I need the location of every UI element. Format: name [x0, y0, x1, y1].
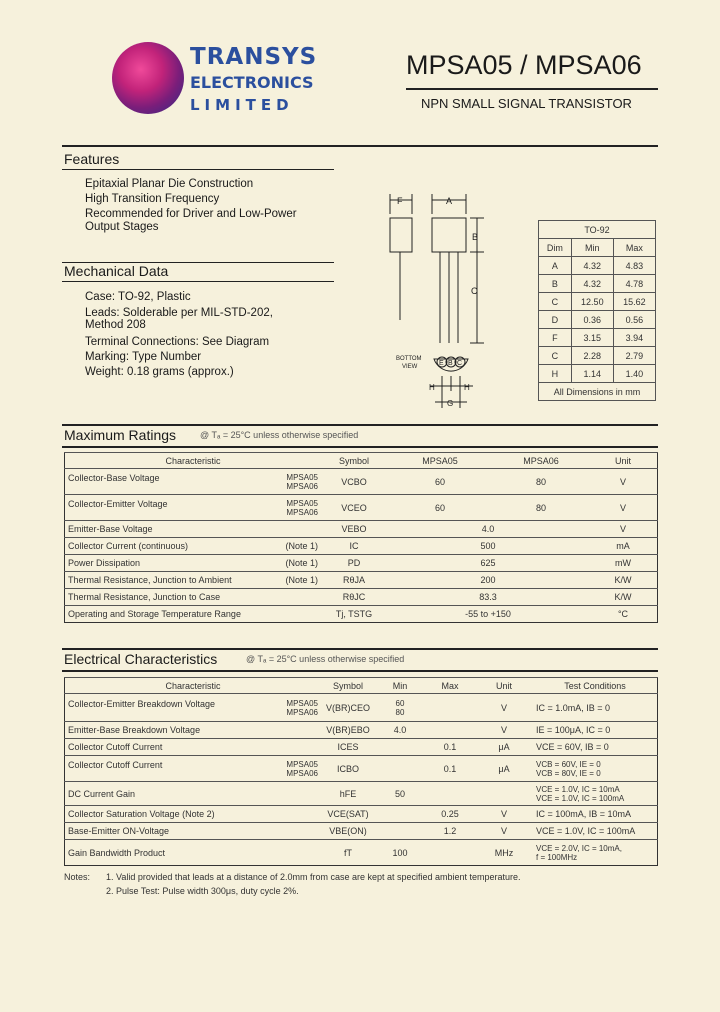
- max-ratings-condition: @ Tₐ = 25°C unless otherwise specified: [200, 430, 359, 440]
- logo-text-line2: ELECTRONICS: [190, 73, 314, 92]
- cell: VCE = 60V, IB = 0: [533, 739, 658, 756]
- col-header: Characteristic: [65, 453, 322, 469]
- part-title: MPSA05 / MPSA06: [406, 50, 642, 80]
- cell: Collector Saturation Voltage (Note 2): [65, 806, 322, 823]
- table-row: [65, 722, 658, 739]
- dim-header: Dim: [539, 239, 572, 257]
- table-row: [65, 572, 658, 589]
- cell: 625: [387, 555, 589, 572]
- package-side-body: [390, 218, 412, 252]
- elec-rule: [62, 670, 658, 672]
- max-ratings-table: [64, 452, 658, 623]
- table-row: [65, 589, 658, 606]
- cell: VCBO: [321, 469, 387, 495]
- max-ratings-rule: [62, 446, 658, 448]
- dim-cell: 0.56: [613, 311, 655, 329]
- cell: 50: [375, 782, 425, 806]
- elec-title: Electrical Characteristics: [64, 651, 218, 667]
- cell: VCE = 2.0V, IC = 10mA, f = 100MHz: [533, 840, 658, 866]
- cell: IC = 1.0mA, IB = 0: [533, 694, 658, 722]
- cell: 4.0: [387, 521, 589, 538]
- cell: Base-Emitter ON-Voltage: [65, 823, 322, 840]
- cell: VCE = 1.0V, IC = 100mA: [533, 823, 658, 840]
- table-row: [65, 739, 658, 756]
- table-row: [539, 257, 656, 275]
- cell: -55 to +150: [387, 606, 589, 623]
- dim-header: Min: [571, 239, 613, 257]
- cell: 60: [387, 495, 493, 521]
- table-row: [539, 329, 656, 347]
- package-front-body: [432, 218, 466, 252]
- col-header: Test Conditions: [533, 678, 658, 694]
- cell: VBE(ON): [321, 823, 375, 840]
- features-rule: [62, 169, 334, 170]
- cell: mW: [589, 555, 658, 572]
- mech-item: Case: TO-92, Plastic: [85, 291, 191, 303]
- cell: Thermal Resistance, Junction to Case: [65, 589, 322, 606]
- dim-cell: A: [539, 257, 572, 275]
- cell: V(BR)CEO: [321, 694, 375, 722]
- cell: μA: [475, 756, 533, 782]
- cell-note: (Note 1): [285, 558, 318, 568]
- cell-note: (Note 1): [285, 575, 318, 585]
- cell: IC: [321, 538, 387, 555]
- cell-sub: MPSA05 MPSA06: [286, 472, 318, 491]
- cell: 80: [493, 495, 589, 521]
- cell: 0.25: [425, 806, 475, 823]
- cell-sub: MPSA05 MPSA06: [286, 759, 318, 778]
- pin-label-c: C: [457, 360, 463, 367]
- feature-item: Epitaxial Planar Die Construction: [85, 178, 254, 190]
- pin-label-e: E: [439, 360, 444, 367]
- col-header: Symbol: [321, 453, 387, 469]
- table-row: [65, 538, 658, 555]
- cell: [375, 756, 425, 782]
- dim-cell: 3.94: [613, 329, 655, 347]
- cell: V: [475, 694, 533, 722]
- cell: VCE(SAT): [321, 806, 375, 823]
- cell: ICBO: [321, 756, 375, 782]
- table-row: [65, 823, 658, 840]
- cell: 1.2: [425, 823, 475, 840]
- dim-label-f: F: [397, 196, 403, 206]
- cell-sub: MPSA05 MPSA06: [286, 698, 318, 717]
- logo-text-line1: TRANSYS: [190, 44, 318, 70]
- feature-item: High Transition Frequency: [85, 193, 220, 205]
- features-list: [85, 177, 297, 235]
- table-row: [65, 694, 658, 722]
- pin-label-b: B: [448, 360, 453, 367]
- mech-item: Method 208: [85, 319, 146, 331]
- cell: [425, 694, 475, 722]
- cell-sub: MPSA05 MPSA06: [286, 498, 318, 517]
- col-header: Characteristic: [65, 678, 322, 694]
- cell: VEBO: [321, 521, 387, 538]
- cell: Collector Cutoff Current: [68, 759, 163, 770]
- max-ratings-title: Maximum Ratings: [64, 427, 177, 443]
- cell: Power Dissipation: [68, 558, 141, 568]
- col-header: MPSA05: [387, 453, 493, 469]
- dim-label-g: G: [447, 399, 454, 408]
- header-divider: [62, 145, 658, 147]
- title-rule: [406, 88, 658, 90]
- mech-item: Terminal Connections: See Diagram: [85, 336, 270, 348]
- cell: Emitter-Base Breakdown Voltage: [65, 722, 322, 739]
- table-row: [539, 365, 656, 383]
- feature-item: Output Stages: [85, 221, 159, 233]
- dimension-table: [538, 220, 656, 401]
- cell: V: [589, 469, 658, 495]
- dim-header: Max: [613, 239, 655, 257]
- table-row: [65, 806, 658, 823]
- mech-item: Marking: Type Number: [85, 351, 202, 363]
- cell: [375, 806, 425, 823]
- table-row: [65, 756, 658, 782]
- dim-label-c: C: [471, 286, 478, 296]
- col-header: Symbol: [321, 678, 375, 694]
- part-subtitle: NPN SMALL SIGNAL TRANSISTOR: [421, 96, 632, 111]
- dim-cell: 0.36: [571, 311, 613, 329]
- bottom-view-label-1: BOTTOM: [396, 356, 422, 362]
- cell: VCE = 1.0V, IC = 10mA VCE = 1.0V, IC = 100mA: [533, 782, 658, 806]
- cell-note: (Note 1): [285, 541, 318, 551]
- cell: ICES: [321, 739, 375, 756]
- table-row: [65, 469, 658, 495]
- cell: μA: [475, 739, 533, 756]
- cell: Tj, TSTG: [321, 606, 387, 623]
- cell: V: [475, 823, 533, 840]
- electrical-table: [64, 677, 658, 866]
- cell: 83.3: [387, 589, 589, 606]
- col-header: Unit: [589, 453, 658, 469]
- cell: 4.0: [375, 722, 425, 739]
- table-row: [65, 606, 658, 623]
- dim-cell: 2.79: [613, 347, 655, 365]
- mech-item: Weight: 0.18 grams (approx.): [85, 366, 234, 378]
- dim-label-h2: H: [464, 383, 470, 392]
- cell: 60 80: [375, 694, 425, 722]
- dim-cell: 3.15: [571, 329, 613, 347]
- company-logo-globe: [112, 42, 184, 114]
- cell: Collector-Base Voltage: [68, 472, 160, 483]
- dim-cell: D: [539, 311, 572, 329]
- dim-cell: B: [539, 275, 572, 293]
- mech-item: Leads: Solderable per MIL-STD-202,: [85, 307, 273, 319]
- package-outline-diagram: [380, 186, 530, 411]
- cell: 200: [387, 572, 589, 589]
- dim-cell: 1.14: [571, 365, 613, 383]
- cell: Collector-Emitter Breakdown Voltage: [68, 698, 216, 709]
- cell: °C: [589, 606, 658, 623]
- cell: PD: [321, 555, 387, 572]
- cell: K/W: [589, 572, 658, 589]
- cell: [475, 782, 533, 806]
- cell: Collector Current (continuous): [68, 541, 189, 551]
- cell: Collector Cutoff Current: [65, 739, 322, 756]
- cell: DC Current Gain: [65, 782, 322, 806]
- cell: 80: [493, 469, 589, 495]
- cell: MHz: [475, 840, 533, 866]
- cell: hFE: [321, 782, 375, 806]
- cell: Collector-Emitter Voltage: [68, 498, 168, 509]
- dim-cell: H: [539, 365, 572, 383]
- dim-cell: 4.32: [571, 257, 613, 275]
- cell: IE = 100μA, IC = 0: [533, 722, 658, 739]
- table-row: [539, 293, 656, 311]
- dim-cell: F: [539, 329, 572, 347]
- table-row: [65, 840, 658, 866]
- dim-cell: 1.40: [613, 365, 655, 383]
- elec-rule-top: [62, 648, 658, 650]
- features-title: Features: [64, 151, 120, 167]
- dim-label-b: B: [472, 232, 479, 242]
- cell: RθJA: [321, 572, 387, 589]
- cell: V(BR)EBO: [321, 722, 375, 739]
- mechanical-rule: [62, 281, 334, 282]
- cell: 0.1: [425, 756, 475, 782]
- table-row: [65, 782, 658, 806]
- dim-cell: 4.83: [613, 257, 655, 275]
- table-row: [65, 555, 658, 572]
- cell: Emitter-Base Voltage: [65, 521, 322, 538]
- table-row: [539, 275, 656, 293]
- dim-label-h1: H: [429, 383, 435, 392]
- note-item-2: 2. Pulse Test: Pulse width 300μs, duty cycle 2%.: [106, 886, 299, 896]
- mechanical-list: [85, 290, 273, 380]
- cell: [425, 782, 475, 806]
- cell: V: [589, 521, 658, 538]
- cell: IC = 100mA, IB = 10mA: [533, 806, 658, 823]
- cell: fT: [321, 840, 375, 866]
- cell: V: [475, 722, 533, 739]
- note-item-1: 1. Valid provided that leads at a distance of 2.0mm from case are kept at specified ambient temperature.: [106, 872, 521, 882]
- cell: [425, 722, 475, 739]
- dim-cell: 2.28: [571, 347, 613, 365]
- cell: [375, 739, 425, 756]
- cell: VCEO: [321, 495, 387, 521]
- cell: K/W: [589, 589, 658, 606]
- cell: 0.1: [425, 739, 475, 756]
- cell: [425, 840, 475, 866]
- cell: Operating and Storage Temperature Range: [65, 606, 322, 623]
- col-header: Min: [375, 678, 425, 694]
- col-header: Max: [425, 678, 475, 694]
- feature-item: Recommended for Driver and Low-Power: [85, 208, 297, 220]
- dim-cell: C: [539, 293, 572, 311]
- cell: VCB = 60V, IE = 0 VCB = 80V, IE = 0: [533, 756, 658, 782]
- mechanical-title: Mechanical Data: [64, 263, 169, 279]
- table-row: [539, 347, 656, 365]
- dim-cell: 4.78: [613, 275, 655, 293]
- cell: V: [475, 806, 533, 823]
- max-ratings-rule-top: [62, 424, 658, 426]
- cell: Thermal Resistance, Junction to Ambient: [68, 575, 232, 585]
- table-row: [65, 495, 658, 521]
- cell: Gain Bandwidth Product: [65, 840, 322, 866]
- dim-cell: 4.32: [571, 275, 613, 293]
- cell: 100: [375, 840, 425, 866]
- col-header: Unit: [475, 678, 533, 694]
- cell: RθJC: [321, 589, 387, 606]
- elec-condition: @ Tₐ = 25°C unless otherwise specified: [246, 654, 405, 664]
- col-header: MPSA06: [493, 453, 589, 469]
- table-row: [65, 521, 658, 538]
- dim-cell: 12.50: [571, 293, 613, 311]
- dim-table-title: TO-92: [539, 221, 656, 239]
- cell: mA: [589, 538, 658, 555]
- cell: 500: [387, 538, 589, 555]
- notes-label: Notes:: [64, 872, 91, 882]
- dim-cell: C: [539, 347, 572, 365]
- dim-label-a: A: [446, 196, 453, 206]
- cell: [375, 823, 425, 840]
- cell: 60: [387, 469, 493, 495]
- cell: V: [589, 495, 658, 521]
- logo-text-line3: LIMITED: [190, 96, 294, 114]
- table-row: [539, 311, 656, 329]
- bottom-view-label-2: VIEW: [402, 364, 418, 370]
- dim-table-footer: All Dimensions in mm: [539, 383, 656, 401]
- dim-cell: 15.62: [613, 293, 655, 311]
